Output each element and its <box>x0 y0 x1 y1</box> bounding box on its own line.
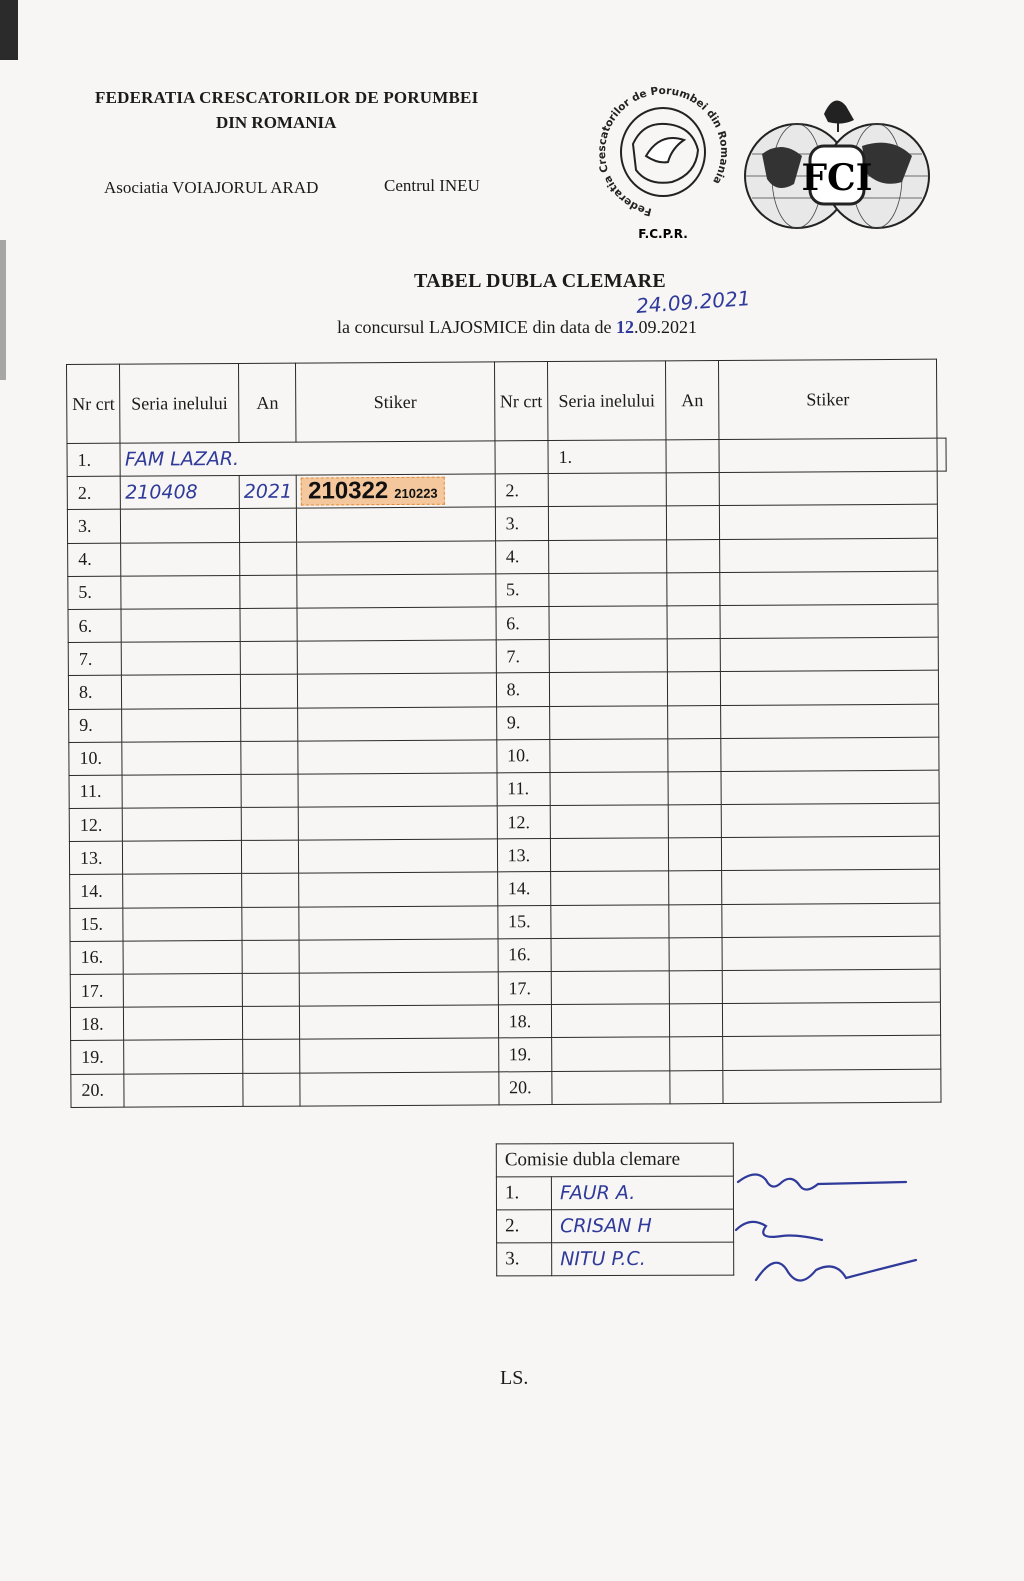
row-number-right: 19. <box>498 1038 552 1072</box>
row-number-right: 1. <box>548 440 666 474</box>
an-cell-left <box>241 774 299 808</box>
table-row <box>70 936 949 975</box>
handwritten-date: 24.09.2021 <box>635 286 752 318</box>
table-row <box>70 870 949 909</box>
table-row <box>68 637 947 676</box>
header-stiker-right: Stiker <box>719 359 937 439</box>
an-cell-right <box>666 473 719 507</box>
row-number-left: 18. <box>70 1007 124 1041</box>
row-number-right: 17. <box>498 972 552 1006</box>
table-row <box>68 571 947 610</box>
row-number-right: 5. <box>495 573 549 607</box>
row-number-right: 4. <box>495 540 549 574</box>
sticker-cell-left <box>298 740 496 774</box>
sticker-cell-right <box>721 670 939 705</box>
sticker-cell-right <box>937 438 946 471</box>
sticker-cell-right <box>723 1002 941 1037</box>
contest-line: la concursul LAJOSMICE din data de 12.09.2021 <box>337 317 697 337</box>
table-row <box>67 504 946 543</box>
an-cell-right <box>669 1004 722 1038</box>
header-seria-left: Seria inelului <box>120 363 239 443</box>
sticker-cell-left <box>298 706 496 740</box>
row-number-right: 8. <box>496 673 550 707</box>
struck-day: 12 <box>615 317 634 337</box>
seal-placeholder: LS. <box>500 1367 529 1389</box>
table-row <box>67 438 946 477</box>
scan-edge-shadow <box>0 240 6 380</box>
an-cell-left <box>239 508 297 542</box>
sticker-cell-left <box>495 441 549 475</box>
an-cell-right <box>670 1070 723 1104</box>
seria-cell-right <box>551 871 669 905</box>
sticker-cell-left <box>300 1038 498 1072</box>
seria-cell-left <box>123 907 242 941</box>
row-number-right: 15. <box>497 905 551 939</box>
sticker-cell-left <box>299 872 497 906</box>
table-row <box>71 1069 950 1108</box>
an-cell-left <box>242 874 300 908</box>
commission-member-name: CRISAN H <box>552 1209 734 1243</box>
seria-cell-right <box>550 705 668 739</box>
an-cell-right <box>667 639 720 673</box>
sticker-cell-right <box>720 604 938 639</box>
row-number-left: 13. <box>69 841 123 875</box>
row-number-right: 18. <box>498 1005 552 1039</box>
header-stiker-left: Stiker <box>296 362 495 442</box>
seria-cell-right <box>551 1004 669 1038</box>
seria-cell-right <box>549 639 667 673</box>
row-number-left: 16. <box>70 941 124 975</box>
sticker-cell-left <box>299 839 497 873</box>
svg-text:Federatia Crescatorilor de Por: Federatia Crescatorilor de Porumbei din Romania <box>595 84 731 218</box>
row-number-left: 11. <box>69 775 123 809</box>
seria-cell-right <box>549 672 667 706</box>
sticker-code-small: 210223 <box>394 486 438 502</box>
table-row <box>68 538 947 577</box>
seria-cell-right <box>550 772 668 806</box>
sticker-cell-right <box>719 471 937 506</box>
seria-cell-left <box>122 675 241 709</box>
an-cell-left <box>242 940 300 974</box>
row-number-left: 5. <box>68 576 122 610</box>
header-an-right: An <box>665 361 719 440</box>
seria-cell-left <box>123 874 242 908</box>
row-number-right: 13. <box>497 839 551 873</box>
an-cell-left <box>241 840 299 874</box>
an-cell-left <box>243 1039 301 1073</box>
svg-text:FCI: FCI <box>801 157 873 199</box>
sticker-cell-right <box>722 936 940 971</box>
row-number-left: 20. <box>71 1074 125 1108</box>
sticker-cell-left <box>300 1071 498 1105</box>
row-number-left: 4. <box>68 543 122 577</box>
table-row <box>70 969 949 1008</box>
table-row <box>70 903 949 942</box>
row-number-left: 12. <box>69 808 123 842</box>
seria-cell-right <box>551 971 669 1005</box>
seria-cell-left <box>123 808 242 842</box>
an-cell-right <box>667 672 720 706</box>
an-cell-left <box>243 1073 301 1107</box>
table-row <box>69 704 948 743</box>
sticker-cell-right <box>722 836 940 871</box>
scan-edge-mark <box>0 0 18 60</box>
sticker-cell-right <box>722 969 940 1004</box>
association-name: Asociatia VOIAJORUL ARAD <box>104 178 319 197</box>
seria-cell-left: 210408 <box>121 476 240 510</box>
federation-name: FEDERATIA CRESCATORILOR DE PORUMBEI <box>95 88 479 107</box>
an-cell-left <box>240 575 298 609</box>
an-cell-left <box>242 907 300 941</box>
table-row <box>69 770 948 809</box>
sticker-cell-left <box>298 673 496 707</box>
seria-cell-left <box>121 575 240 609</box>
table-row <box>68 604 947 643</box>
seria-cell-left <box>122 741 241 775</box>
sticker-cell-right <box>720 505 938 540</box>
table-row <box>69 737 948 776</box>
an-cell-right <box>667 605 720 639</box>
sticker-cell-left <box>297 607 495 641</box>
an-cell-left <box>240 641 298 675</box>
signature-1 <box>738 1174 906 1189</box>
an-cell-right <box>667 572 720 606</box>
commission-row: 3. NITU P.C. <box>497 1242 734 1276</box>
sticker-cell-right <box>723 1069 941 1104</box>
row-number-right: 12. <box>497 806 551 840</box>
sticker-cell-left <box>297 474 495 508</box>
an-cell-left <box>241 807 299 841</box>
an-cell-left <box>240 674 298 708</box>
sticker-cell-left <box>299 939 497 973</box>
an-cell-left <box>240 542 298 576</box>
sticker-cell-right <box>721 704 939 739</box>
seria-cell-left <box>121 608 240 642</box>
seria-cell-left <box>123 841 242 875</box>
sticker-cell-left <box>300 972 498 1006</box>
row-number-right: 11. <box>497 772 551 806</box>
row-number-right: 10. <box>496 739 550 773</box>
fci-globe-logo <box>742 84 932 234</box>
seria-cell-left <box>124 1007 243 1041</box>
seria-cell-right <box>548 473 666 507</box>
seria-cell-right <box>552 1037 670 1071</box>
an-cell-right <box>666 506 719 540</box>
row-number-left: 3. <box>67 510 121 544</box>
table-row <box>70 1002 949 1041</box>
row-number-right: 16. <box>498 938 552 972</box>
table-row <box>68 670 947 709</box>
row-number-left: 6. <box>68 609 122 643</box>
row-number-right: 2. <box>495 474 549 508</box>
an-cell-left <box>241 708 299 742</box>
row-number-right: 6. <box>496 606 550 640</box>
sticker-label <box>301 477 445 506</box>
seria-cell-left <box>124 1073 243 1107</box>
handwritten-owner: FAM LAZAR. <box>120 441 494 476</box>
center-name: Centrul INEU <box>384 176 480 195</box>
an-cell-left <box>240 608 298 642</box>
seria-cell-right <box>550 805 668 839</box>
commission-title: Comisie dubla clemare <box>496 1143 733 1177</box>
commission-member-name: NITU P.C. <box>552 1242 734 1276</box>
seria-cell-right <box>550 838 668 872</box>
seria-cell-left <box>123 940 242 974</box>
table-row <box>69 836 948 875</box>
seria-cell-right <box>549 573 667 607</box>
sticker-cell-left <box>299 806 497 840</box>
row-number-right: 3. <box>495 507 549 541</box>
seria-cell-right <box>548 506 666 540</box>
seria-cell-right <box>552 1070 670 1104</box>
row-number-left: 8. <box>68 675 122 709</box>
table-row <box>69 803 948 842</box>
commission-member-name: FAUR A. <box>551 1176 733 1210</box>
row-number-left: 17. <box>70 974 124 1008</box>
sticker-cell-left <box>299 905 497 939</box>
sticker-code-main: 210322 <box>308 477 389 505</box>
row-number-left: 15. <box>70 908 124 942</box>
sticker-cell-right <box>720 637 938 672</box>
row-number-left: 7. <box>68 642 122 676</box>
commission-table <box>496 1143 734 1277</box>
row-number-left: 9. <box>69 709 123 743</box>
sticker-cell-left <box>297 574 495 608</box>
row-number-right: 7. <box>496 640 550 674</box>
row-number-right: 9. <box>496 706 550 740</box>
sticker-cell-right <box>721 737 939 772</box>
an-cell-right <box>669 904 722 938</box>
seria-cell-left <box>124 1040 243 1074</box>
an-cell-right <box>668 805 721 839</box>
seria-cell-left <box>121 509 240 543</box>
sticker-cell-right <box>722 870 940 905</box>
seria-cell-right <box>549 606 667 640</box>
table-row <box>71 1035 950 1074</box>
an-cell-right <box>670 1037 723 1071</box>
dove-icon <box>646 138 684 162</box>
svg-text:F.C.P.R.: F.C.P.R. <box>638 227 688 241</box>
an-cell-right <box>668 705 721 739</box>
federation-country: DIN ROMANIA <box>216 113 337 132</box>
sticker-cell-left <box>297 540 495 574</box>
an-cell-right <box>669 871 722 905</box>
an-cell-left <box>242 973 300 1007</box>
row-number-left: 2. <box>67 476 121 510</box>
header-nr-left: Nr crt <box>67 364 121 443</box>
sticker-cell-right <box>721 803 939 838</box>
row-number-left: 19. <box>71 1041 125 1075</box>
document-title: TABEL DUBLA CLEMARE <box>414 270 667 292</box>
an-cell-right <box>668 838 721 872</box>
an-cell-left <box>241 741 299 775</box>
row-number-left: 14. <box>70 875 124 909</box>
sticker-cell-right <box>721 770 939 805</box>
an-cell-right <box>719 438 937 473</box>
seria-cell-left <box>121 542 240 576</box>
an-cell-right <box>668 771 721 805</box>
sticker-cell-right <box>720 538 938 573</box>
row-number-right: 20. <box>498 1071 552 1105</box>
sticker-cell-left <box>298 640 496 674</box>
seria-cell-right <box>551 904 669 938</box>
seria-cell-right <box>551 938 669 972</box>
sticker-cell-left <box>298 773 496 807</box>
an-cell-left <box>242 1006 300 1040</box>
row-number-right: 14. <box>497 872 551 906</box>
sticker-cell-left <box>300 1005 498 1039</box>
seria-cell-left <box>122 774 241 808</box>
double-clocking-table <box>66 359 951 1108</box>
header-nr-right: Nr crt <box>494 362 548 441</box>
seria-cell-left <box>124 973 243 1007</box>
pigeon-icon <box>824 101 854 124</box>
sticker-cell-right <box>723 1036 941 1071</box>
an-cell-right <box>669 971 722 1005</box>
seria-cell-right <box>666 440 719 474</box>
table-row <box>67 471 946 510</box>
seria-cell-right <box>549 539 667 573</box>
fcpr-logo <box>588 82 738 242</box>
an-cell-right <box>668 738 721 772</box>
row-number-left: 1. <box>67 443 121 477</box>
commission-row: 2. CRISAN H <box>497 1209 734 1243</box>
table-header-row <box>67 359 946 443</box>
row-number-left: 10. <box>69 742 123 776</box>
sticker-cell-right <box>722 903 940 938</box>
an-cell-right <box>667 539 720 573</box>
commission-signatures <box>726 1160 926 1295</box>
commission-row: 1. FAUR A. <box>496 1176 733 1210</box>
signature-3 <box>756 1260 916 1281</box>
seria-cell-right <box>550 739 668 773</box>
sticker-cell-right <box>720 571 938 606</box>
an-cell-right <box>669 937 722 971</box>
seria-cell-left <box>122 642 241 676</box>
sticker-cell-left <box>297 507 495 541</box>
an-cell-left: 2021 <box>239 475 297 509</box>
signature-2 <box>736 1222 822 1240</box>
seria-cell-left <box>122 708 241 742</box>
header-an-left: An <box>238 363 296 442</box>
header-seria-right: Seria inelului <box>548 361 666 441</box>
